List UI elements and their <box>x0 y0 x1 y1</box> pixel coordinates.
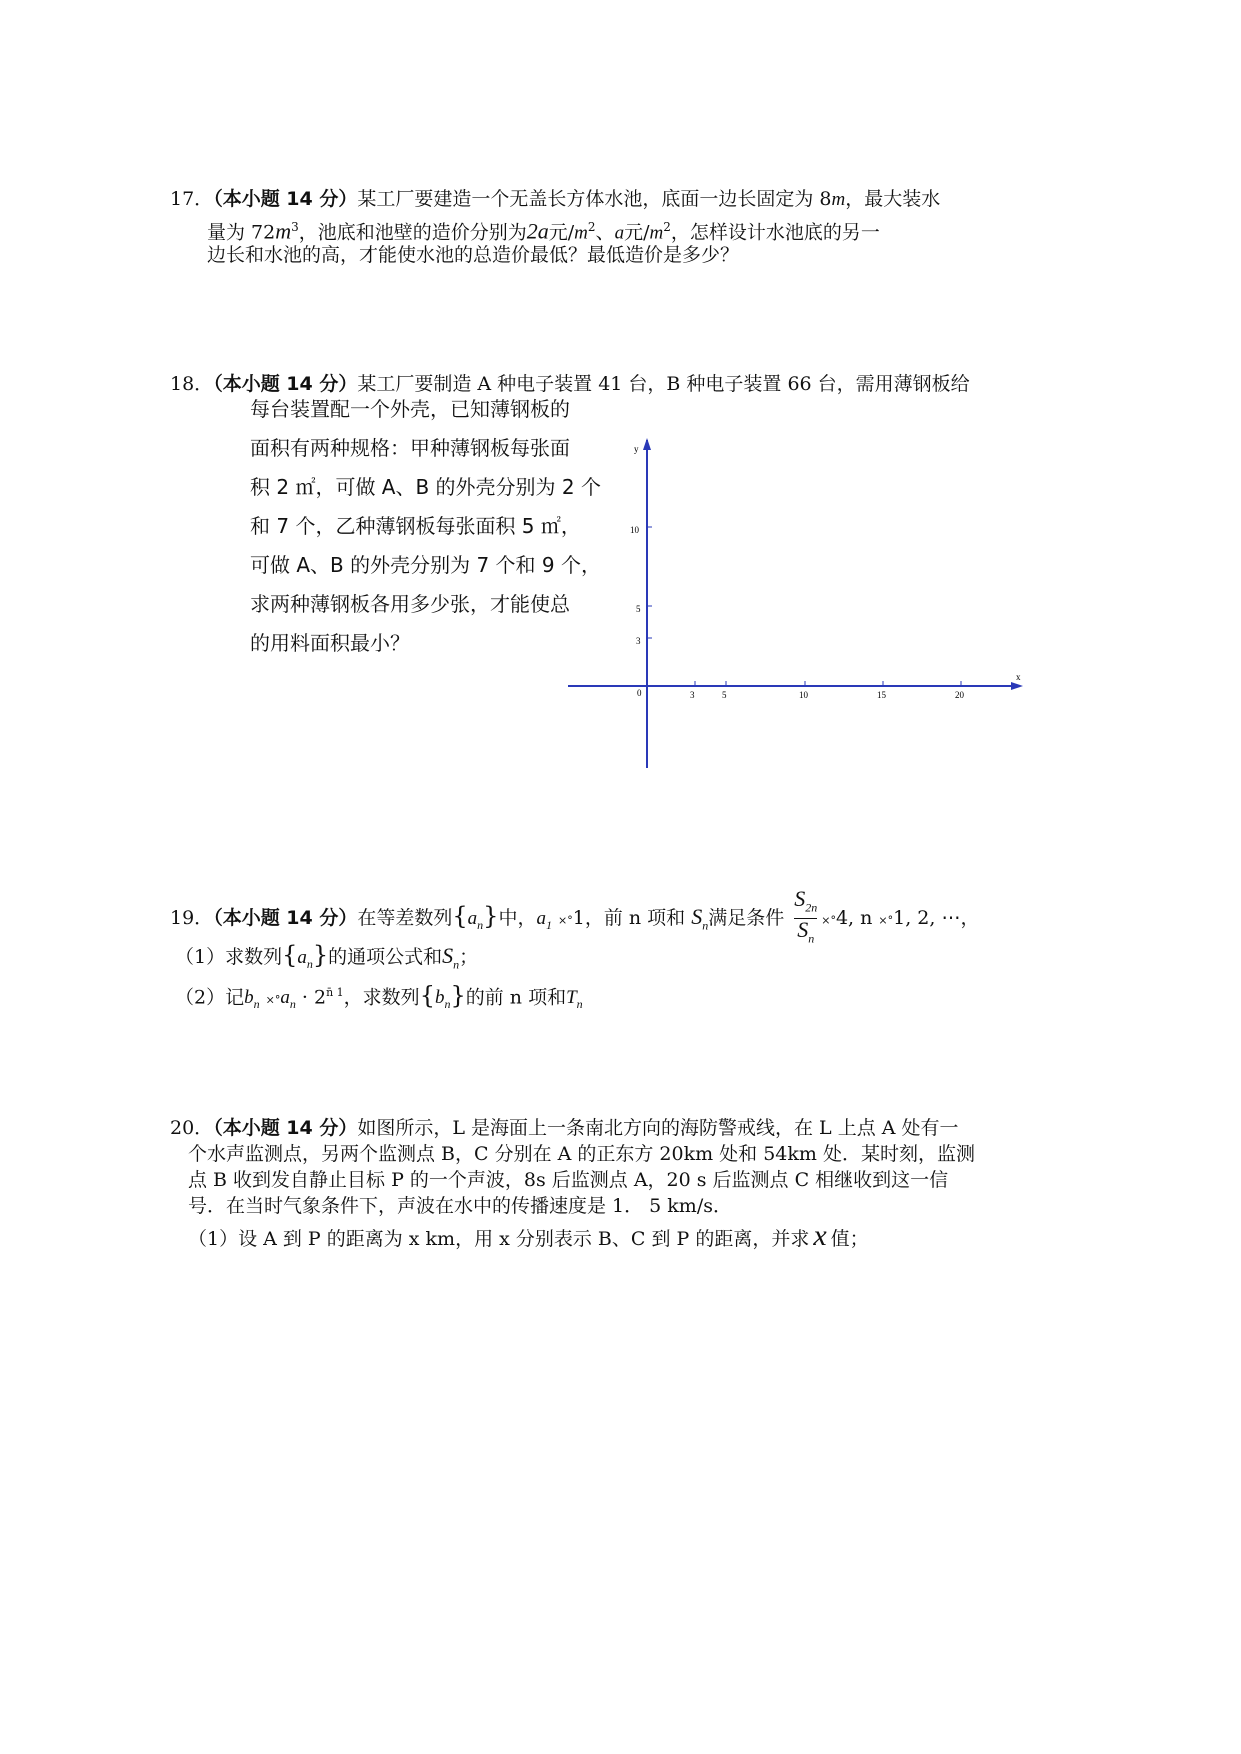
problem-18-number: 18． <box>170 373 214 395</box>
problem-20-line4: 号．在当时气象条件下，声波在水中的传播速度是 1． 5 km/s． <box>188 1195 732 1217</box>
text: 元/ <box>548 221 575 244</box>
problem-20-score-tag: （本小题 14 分） <box>213 1117 358 1139</box>
problem-18-box-line: 的用料面积最小？ <box>250 631 410 655</box>
problem-18-box-line: 和 7 个，乙种薄钢板每张面积 5 ㎡， <box>250 514 581 538</box>
text: 量为 72 <box>207 221 276 244</box>
unit-m: m <box>831 189 846 210</box>
y-axis-label: y <box>634 444 639 454</box>
text: ，池底和池壁的造价分别为 <box>298 221 527 244</box>
problem-17-score-tag: （本小题 14 分） <box>213 188 358 210</box>
math-2a: 2a <box>526 218 549 244</box>
text: 元/ <box>624 221 650 244</box>
problem-18-box-line: 求两种薄钢板各用多少张，才能使总 <box>250 592 570 616</box>
fraction: $\frac{S_{2n}}{S_n}$ <box>794 886 818 946</box>
problem-18-box-line: 可做 A、B 的外壳分别为 7 个和 9 个， <box>250 553 601 577</box>
text: 如图所示，L 是海面上一条南北方向的海防警戒线，在 L 上点 A 处有一 <box>357 1117 959 1139</box>
text: 、 <box>595 221 615 244</box>
math-a: a <box>614 222 625 244</box>
problem-20-sub1 <box>188 1219 869 1252</box>
problem-19-score-tag: （本小题 14 分） <box>213 906 358 929</box>
unit-m: m <box>275 218 292 244</box>
text: 的前 n 项和 <box>465 986 567 1009</box>
y-tick-label: 10 <box>630 525 639 535</box>
y-tick-label: 5 <box>636 604 641 614</box>
text: 4, n <box>835 906 873 929</box>
coordinate-graph <box>560 430 1040 775</box>
text: 1, 2, ⋯， <box>893 906 980 929</box>
problem-18-text: 某工厂要制造 A 种电子装置 41 台，B 种电子装置 66 台，需用薄钢板给 <box>357 373 970 395</box>
text: ，求数列 <box>343 986 420 1009</box>
problem-19-sub2: （2）记$b_n \times^\circ a_n \cdot 2^{n̄ 1}$，求数列$\{b_n\}$的前 n 项和$T_n$ <box>175 981 583 1012</box>
problem-18-box-line: 积 2 ㎡，可做 A、B 的外壳分别为 2 个 <box>250 475 601 499</box>
problem-19-sub1: （1）求数列$\{a_n\}$的通项公式和$S_n$； <box>175 941 479 972</box>
y-axis-arrow <box>643 438 651 450</box>
origin-label: 0 <box>637 688 642 698</box>
problem-20-line1 <box>170 1115 959 1141</box>
text: 中， <box>498 906 537 929</box>
problem-18-box-line: 面积有两种规格：甲种薄钢板每张面 <box>250 436 570 460</box>
x-tick-label: 10 <box>799 690 808 700</box>
y-tick-label: 3 <box>636 636 641 646</box>
x-axis-label: x <box>1016 672 1021 682</box>
problem-17-line2: 量为 $72m^3$，池底和池壁的造价分别为2a元$/m^2$、a元$/m^2$，怎样设计水池底的另一 <box>207 218 880 244</box>
x-axis-arrow <box>1011 682 1023 690</box>
x-tick-label: 3 <box>690 690 695 700</box>
problem-18-score-tag: （本小题 14 分） <box>213 373 358 395</box>
problem-19-line1: 19．（本小题 14 分）在等差数列$\{a_n\}$中，$a_1 \times^\circ 1$，前 n 项和 $S_n$满足条件 $\frac{S_{2n}}{S_n}$ ×°4, n ×°1, 2, ⋯， <box>170 888 979 950</box>
math-x: x <box>813 1219 827 1252</box>
text: 的通项公式和 <box>328 946 443 968</box>
problem-17-text-tail: ，最大装水 <box>845 188 941 210</box>
unit-m: m <box>574 222 588 244</box>
unit-m: m <box>649 222 664 244</box>
x-tick-label: 20 <box>955 690 964 700</box>
text: （1）设 A 到 P 的距离为 x km，用 x 分别表示 B、C 到 P 的距离，并求 <box>188 1228 810 1250</box>
text: 满足条件 <box>708 906 785 929</box>
text: ，前 n 项和 <box>584 906 686 929</box>
text: （2）记 <box>175 986 245 1009</box>
problem-17-number: 17． <box>170 188 214 210</box>
problem-17-line1 <box>170 186 940 213</box>
text: 值； <box>830 1228 869 1250</box>
problem-20-line2: 个水声监测点，另两个监测点 B，C 分别在 A 的正东方 20km 处和 54km 处．某时刻，监测 <box>188 1143 975 1165</box>
problem-17-text: 某工厂要建造一个无盖长方体水池，底面一边长固定为 8 <box>357 188 832 210</box>
text: 在等差数列 <box>357 906 453 929</box>
problem-18-line1 <box>170 371 970 397</box>
problem-20-number: 20． <box>170 1117 214 1139</box>
text: ，怎样设计水池底的另一 <box>670 221 880 244</box>
problem-19-number: 19． <box>170 906 214 929</box>
x-tick-label: 15 <box>877 690 886 700</box>
x-tick-label: 5 <box>722 690 727 700</box>
problem-18-box-line: 每台装置配一个外壳，已知薄钢板的 <box>250 397 570 421</box>
problem-17-line3: 边长和水池的高，才能使水池的总造价最低？最低造价是多少？ <box>207 244 740 266</box>
text: （1）求数列 <box>175 946 283 968</box>
problem-20-line3: 点 B 收到发自静止目标 P 的一个声波，8s 后监测点 A，20 s 后监测点 C 相继收到这一信 <box>188 1169 949 1191</box>
text: ； <box>459 946 479 968</box>
